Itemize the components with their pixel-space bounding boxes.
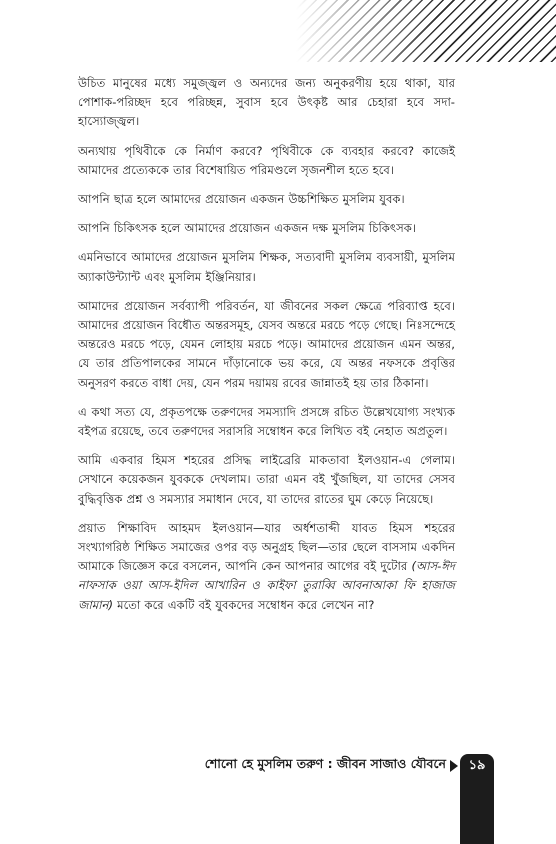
paragraph-text: মতো করে একটি বই যুবকদের সম্বোধন করে লেখেন না? <box>112 597 375 612</box>
paragraph: আপনি চিকিৎসক হলে আমাদের প্রয়োজন একজন দক্ষ মুসলিম চিকিৎসক। <box>78 221 417 236</box>
page-footer <box>0 754 556 844</box>
book-titles-italic: (আস-ঈদ নাফসাক ওয়া আস-ইদিল আখারিন ও কাইফা তুরাব্বি আবনাআকা ফি হাজাজ জামান) <box>78 559 455 612</box>
paragraph: আমি একবার হিমস শহরের প্রসিদ্ধ লাইব্রেরি মাকতাবা ইলওয়ান-এ গেলাম। সেখানে কয়েকজন যুবককে দেখলাম। তারা এমন বই খুঁজছিল, যা তাদের সেসব বুদ্ধিবৃত্তিক প্রশ্ন ও সমস্যার সমাধান দেবে, যা তাদের রাতের ঘুম কেড়ে নিয়েছে। <box>78 453 455 506</box>
paragraph-last <box>78 519 455 615</box>
page-number-tab <box>460 754 494 844</box>
page-number: ১৯ <box>468 758 486 773</box>
paragraph: এ কথা সত্য যে, প্রকৃতপক্ষে তরুণদের সমস্যাদি প্রসঙ্গে রচিত উল্লেখযোগ্য সংখ্যক বইপত্র রয়েছে, তবে তরুণদের সরাসরি সম্বোধন করে লিখিত বই নেহাত অপ্রতুল। <box>78 404 455 439</box>
paragraph-text: প্রয়াত শিক্ষাবিদ আহমদ ইলওয়ান—যার অর্ধশতাব্দী যাবত হিমস শহরের সংখ্যাগরিষ্ঠ শিক্ষিত সমাজের ওপর বড় অনুগ্রহ ছিল—তার ছেলে বাসসাম একদিন আমাকে জিজ্ঞেস করে বসলেন, আপনি কেন আপনার আগের বই দুটোর <box>78 520 455 574</box>
paragraph: উচিত মানুষের মধ্যে সমুজ্জ্বল ও অন্যদের জন্য অনুকরণীয় হয়ে থাকা, যার পোশাক-পরিচ্ছদ হবে পরিচ্ছন্ন, সুবাস হবে উৎকৃষ্ট আর চেহারা হবে সদা-হাস্যোজ্জ্বল। <box>78 76 455 129</box>
page-body <box>78 74 455 625</box>
paragraph: আমাদের প্রয়োজন সর্বব্যাপী পরিবর্তন, যা জীবনের সকল ক্ষেত্রে পরিব্যাপ্ত হবে। আমাদের প্রয়োজন বিধৌত অন্তরসমূহ, যেসব অন্তরে মরচে পড়ে গেছে। নিঃসন্দেহে অন্তরেও মরচে পড়ে, যেমন লোহায় মরচে পড়ে। আমাদের প্রয়োজন এমন অন্তর, যে তার প্রতিপালকের সামনে দাঁড়ানোকে ভয় করে, যে অন্তর নফসকে প্রবৃত্তির অনুসরণ করতে বাধা দেয়, যেন পরম দয়াময় রবের জান্নাতই হয় তার ঠিকানা। <box>78 298 455 390</box>
decorative-hatch-pattern <box>296 0 556 62</box>
paragraph: আপনি ছাত্র হলে আমাদের প্রয়োজন একজন উচ্চশিক্ষিত মুসলিম যুবক। <box>78 192 405 207</box>
triangle-right-icon <box>450 760 458 772</box>
paragraph: অন্যথায় পৃথিবীকে কে নির্মাণ করবে? পৃথিবীকে কে ব্যবহার করবে? কাজেই আমাদের প্রত্যেককে তার বিশেষায়িত পরিমণ্ডলে সৃজনশীল হতে হবে। <box>78 143 455 177</box>
paragraph: এমনিভাবে আমাদের প্রয়োজন মুসলিম শিক্ষক, সত্যবাদী মুসলিম ব্যবসায়ী, মুসলিম অ্যাকাউন্ট্যান্ট এবং মুসলিম ইঞ্জিনিয়ার। <box>78 250 455 284</box>
running-title: শোনো হে মুসলিম তরুণ : জীবন সাজাও যৌবনে <box>204 756 446 771</box>
